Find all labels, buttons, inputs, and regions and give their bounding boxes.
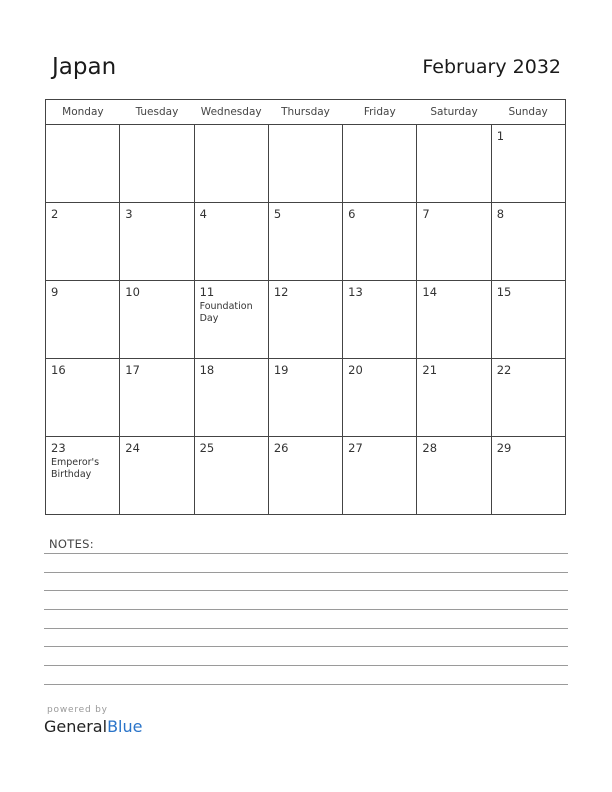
holiday-label: Emperor's Birthday [51,457,100,480]
note-line [44,553,568,554]
day-number: 17 [125,363,140,377]
day-number: 7 [422,207,430,221]
day-number: 18 [199,363,215,377]
day-cell [120,203,194,281]
day-number: 9 [51,285,59,299]
day-cell [46,437,120,515]
day-cell [120,125,194,203]
week-row [46,437,566,515]
note-line [44,572,568,573]
day-number: 2 [51,207,59,221]
day-cell [343,359,417,437]
country-title: Japan [52,54,117,80]
day-cell [417,203,491,281]
day-number: 23 [51,441,66,455]
notes-label: NOTES: [49,537,94,551]
day-number: 13 [348,285,363,299]
day-cell [194,125,268,203]
brand-logo [44,717,142,736]
weekday-header: Wednesday [194,100,268,125]
day-cell [343,437,417,515]
day-number: 14 [422,285,438,299]
week-row [46,359,566,437]
weekday-header: Saturday [417,100,491,125]
brand-blue-text: Blue [107,717,143,736]
day-number: 5 [273,207,282,221]
day-cell [417,359,491,437]
day-cell [120,437,194,515]
day-cell [491,437,565,515]
day-number: 21 [422,363,438,377]
weekday-header: Thursday [268,100,342,125]
day-cell [46,281,120,359]
day-cell [268,359,342,437]
day-number: 19 [273,363,289,377]
day-cell [120,359,194,437]
weekday-header: Tuesday [120,100,194,125]
weekday-header-row [46,100,566,125]
day-number: 16 [51,363,66,377]
day-cell [268,125,342,203]
day-cell [417,437,491,515]
day-cell [491,125,565,203]
calendar-grid [45,99,566,515]
day-cell [194,359,268,437]
day-number: 6 [348,207,356,221]
day-number: 11 [199,285,215,299]
brand-general-text: General [44,717,108,736]
note-line [44,628,568,629]
week-row [46,125,566,203]
weekday-header: Sunday [491,100,565,125]
day-cell [343,125,417,203]
day-number: 22 [496,363,512,377]
holiday-label: Foundation Day [199,301,253,324]
day-number: 27 [348,441,363,455]
weekday-header: Friday [343,100,417,125]
powered-by-text: powered by [47,705,108,715]
week-row [46,203,566,281]
day-cell [120,281,194,359]
day-cell [491,281,565,359]
day-number: 3 [125,207,133,221]
day-cell [491,203,565,281]
week-row [46,281,566,359]
day-number: 29 [496,441,512,455]
day-cell [268,203,342,281]
day-number: 1 [496,129,505,143]
day-number: 15 [496,285,512,299]
note-line [44,609,568,610]
day-number: 4 [199,207,207,221]
day-cell [268,281,342,359]
day-number: 28 [422,441,438,455]
day-number: 10 [125,285,140,299]
day-number: 24 [125,441,140,455]
day-cell [46,203,120,281]
day-number: 20 [348,363,363,377]
day-number: 12 [273,285,289,299]
day-number: 8 [496,207,505,221]
note-line [44,665,568,666]
day-cell [194,437,268,515]
day-cell [417,281,491,359]
day-cell [46,359,120,437]
weekday-header: Monday [46,100,120,125]
day-cell [46,125,120,203]
day-number: 25 [199,441,215,455]
day-cell [491,359,565,437]
day-cell [417,125,491,203]
day-cell [194,203,268,281]
day-cell [194,281,268,359]
day-cell [343,281,417,359]
day-number: 26 [273,441,289,455]
day-cell [268,437,342,515]
note-line [44,684,568,685]
month-year-title: February 2032 [422,56,561,78]
note-line [44,646,568,647]
note-line [44,590,568,591]
day-cell [343,203,417,281]
